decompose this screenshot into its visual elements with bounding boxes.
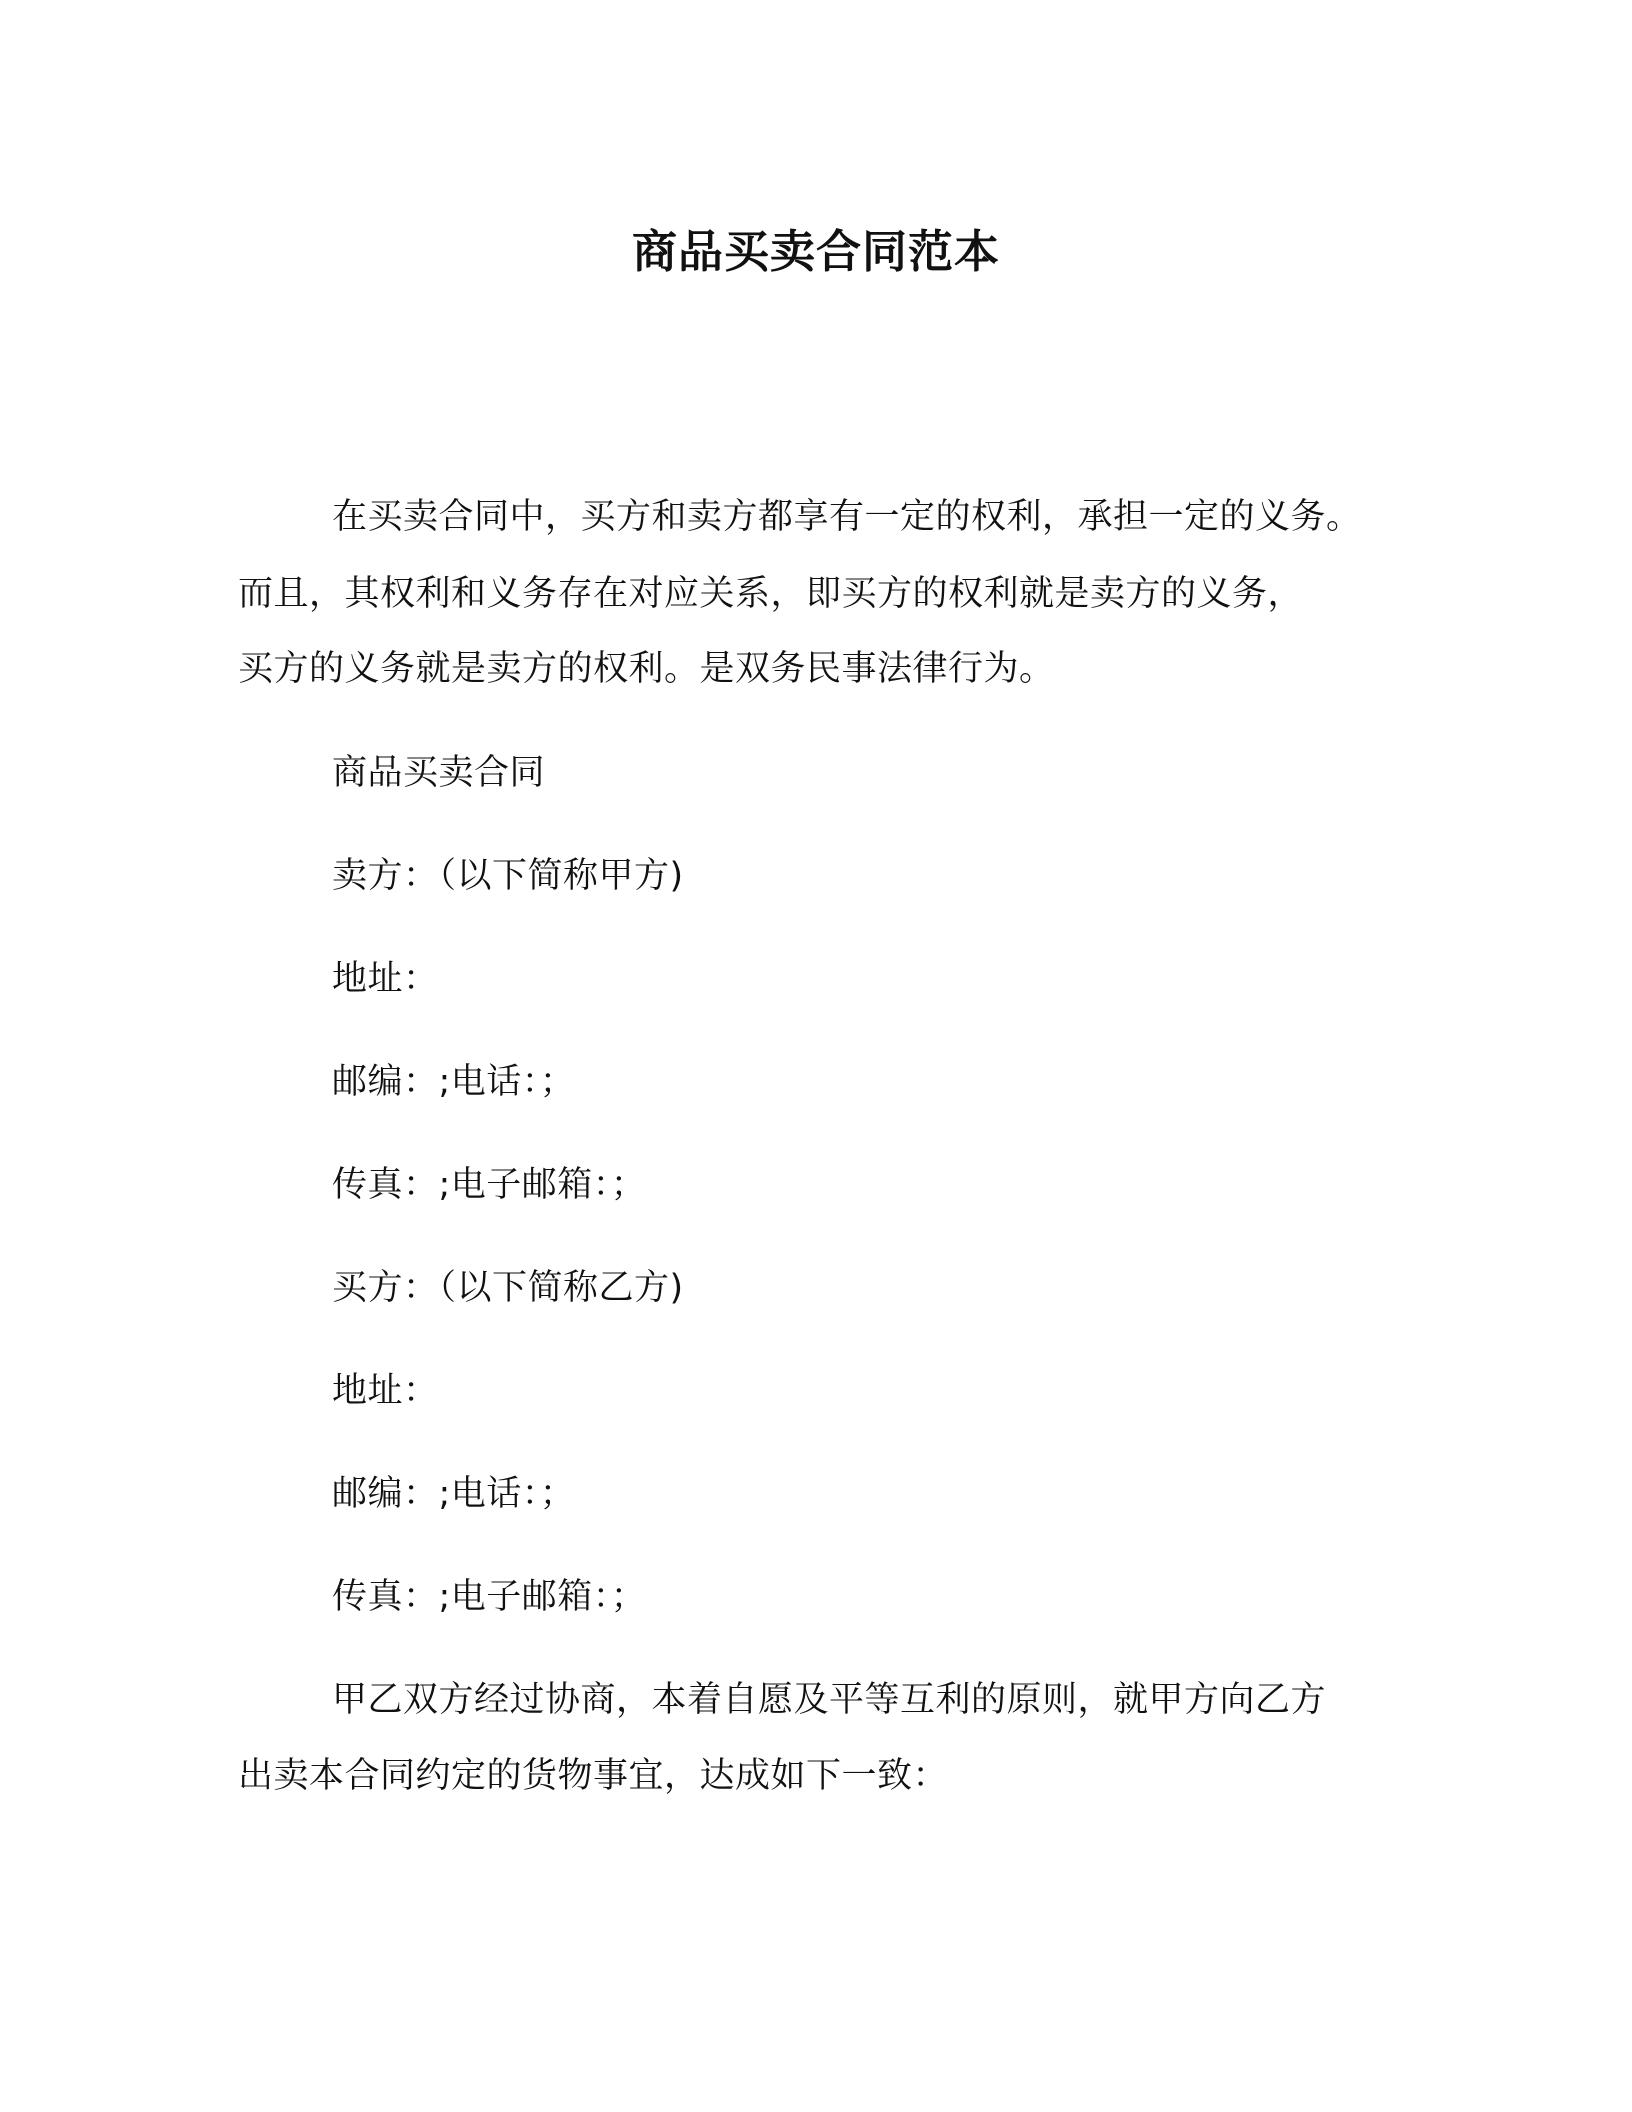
document-title: 商品买卖合同范本 [631,225,1000,278]
seller-postcode-phone: 邮编：;电话：； [332,1062,576,1102]
contract-heading: 商品买卖合同 [332,753,546,793]
seller-address: 地址： [332,959,439,999]
buyer-postcode-phone: 邮编：;电话：； [332,1474,576,1514]
intro-line-3: 买方的义务就是卖方的权利。是双务民事法律行为。 [238,649,1055,689]
buyer-address: 地址： [332,1371,439,1411]
agreement-line-2: 出卖本合同约定的货物事宜，达成如下一致： [238,1756,949,1796]
seller-name: 卖方：（以下简称甲方) [332,856,684,896]
seller-fax-email: 传真：;电子邮箱：； [332,1165,647,1205]
buyer-name: 买方：（以下简称乙方) [332,1268,684,1308]
buyer-fax-email: 传真：;电子邮箱：； [332,1577,647,1617]
agreement-line-1: 甲乙双方经过协商，本着自愿及平等互利的原则，就甲方向乙方 [332,1680,1327,1720]
intro-line-2: 而且，其权利和义务存在对应关系，即买方的权利就是卖方的义务， [238,574,1304,614]
intro-line-1: 在买卖合同中，买方和卖方都享有一定的权利，承担一定的义务。 [332,497,1362,537]
